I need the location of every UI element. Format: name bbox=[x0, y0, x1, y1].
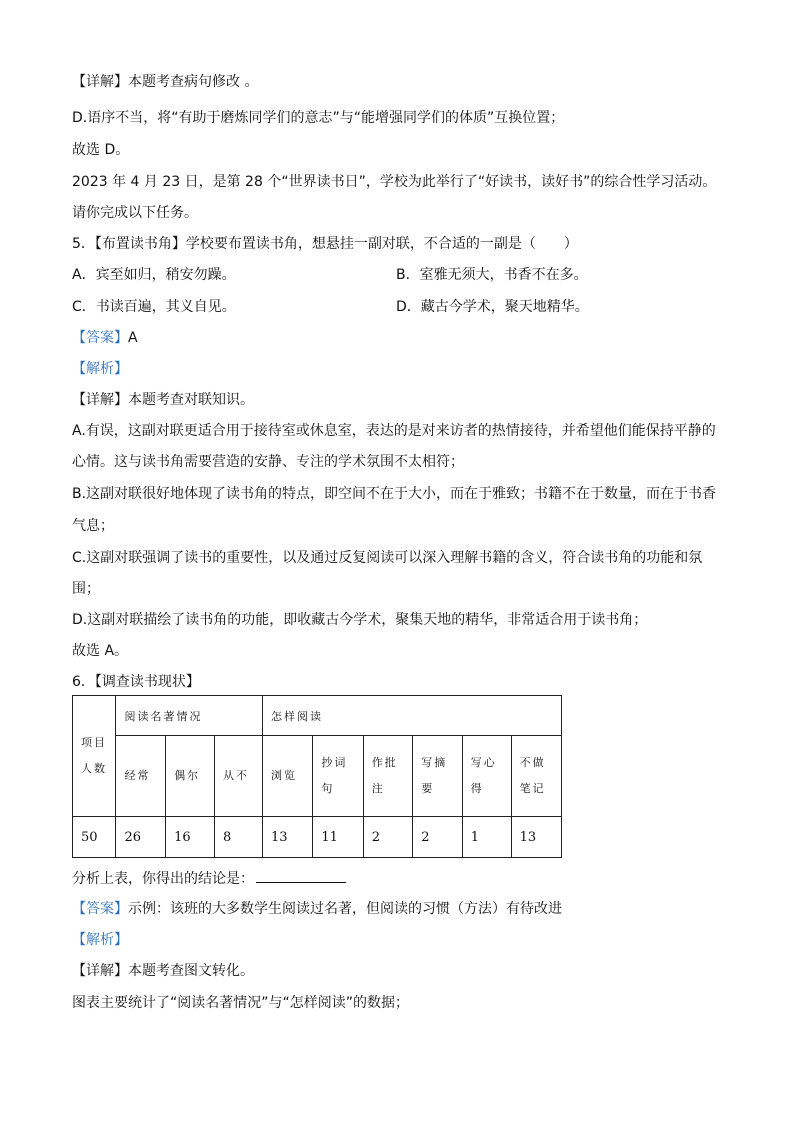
table-cell: 1 bbox=[462, 817, 511, 858]
reading-survey-table bbox=[72, 695, 562, 858]
option-d: D．藏古今学术，聚天地精华。 bbox=[396, 299, 589, 315]
explain-b-2: 气息； bbox=[72, 518, 114, 534]
table-header-row bbox=[73, 696, 562, 736]
question-5: 5．【布置读书角】学校要布置读书角，想悬挂一副对联，不合适的一副是（ ） bbox=[72, 236, 578, 252]
chart-summary: 图表主要统计了“阅读名著情况”与“怎样阅读”的数据； bbox=[72, 995, 410, 1011]
detail-text: 本题考查病句修改 。 bbox=[128, 74, 259, 90]
column-header bbox=[214, 736, 262, 817]
column-header-text: 句 bbox=[321, 782, 335, 795]
column-header bbox=[116, 736, 166, 817]
table-cell: 11 bbox=[313, 817, 363, 858]
table-cell: 2 bbox=[413, 817, 463, 858]
option-b: B．室雅无须大，书香不在多。 bbox=[396, 267, 588, 283]
column-header-text: 得 bbox=[470, 782, 484, 795]
column-header-text: 作批 bbox=[371, 756, 398, 769]
activity-intro: 2023 年 4 月 23 日，是第 28 个“世界读书日”，学校为此举行了“好读书，读好书”的综合性学习活动。 bbox=[72, 174, 717, 190]
explain-c-2: 围； bbox=[72, 581, 100, 597]
table-cell: 13 bbox=[262, 817, 312, 858]
column-header-text: 不做 bbox=[519, 756, 546, 769]
answer-6-line bbox=[72, 899, 734, 919]
question-6: 6．【调查读书现状】 bbox=[72, 674, 200, 690]
table-cell: 8 bbox=[214, 817, 262, 858]
column-header-text: 笔记 bbox=[519, 782, 546, 795]
answer-blank bbox=[256, 868, 346, 883]
column-header-text: 注 bbox=[371, 782, 385, 795]
corner-bottom-label: 人数 bbox=[81, 762, 107, 775]
answer-6-value: 示例：该班的大多数学生阅读过名著，但阅读的习惯（方法）有待改进 bbox=[128, 901, 562, 917]
explanation-d: D.语序不当，将“有助于磨炼同学们的意志”与“能增强同学们的体质”互换位置； bbox=[72, 110, 565, 126]
analysis-tag-6: 【解析】 bbox=[72, 932, 128, 948]
answer-tag: 【答案】 bbox=[72, 330, 128, 346]
column-header-text: 偶尔 bbox=[174, 769, 201, 782]
answer-5-value: A bbox=[128, 330, 138, 346]
detail-text: 本题考查图文转化。 bbox=[128, 963, 254, 979]
answer-5-line bbox=[72, 328, 734, 348]
column-header bbox=[462, 736, 511, 817]
corner-top-label: 项目 bbox=[81, 736, 107, 749]
column-header bbox=[262, 736, 312, 817]
answer-tag: 【答案】 bbox=[72, 901, 128, 917]
task-instruction: 请你完成以下任务。 bbox=[72, 205, 198, 221]
column-header-text: 抄词 bbox=[321, 756, 348, 769]
detail-text: 本题考查对联知识。 bbox=[128, 392, 254, 408]
explain-a-2: 心情。这与读书角需要营造的安静、专注的学术氛围不太相符； bbox=[72, 454, 464, 470]
column-header bbox=[511, 736, 561, 817]
detail-tag: 【详解】 bbox=[72, 74, 128, 90]
table-cell: 13 bbox=[511, 817, 561, 858]
detail-5-line bbox=[72, 390, 734, 410]
table-cell: 16 bbox=[166, 817, 215, 858]
conclusion-prompt bbox=[72, 868, 734, 889]
detail-tag: 【详解】 bbox=[72, 392, 128, 408]
column-header-text: 要 bbox=[421, 782, 435, 795]
table-row bbox=[73, 817, 562, 858]
option-c: C．书读百遍，其义自见。 bbox=[72, 299, 236, 315]
detail-tag: 【详解】 bbox=[72, 963, 128, 979]
conclusion-label: 分析上表，你得出的结论是： bbox=[72, 871, 254, 887]
column-header bbox=[166, 736, 215, 817]
explain-d: D.这副对联描绘了读书角的功能，即收藏古今学术，聚集天地的精华，非常适合用于读书角； bbox=[72, 612, 648, 628]
column-header bbox=[313, 736, 363, 817]
group-reading-status: 阅读名著情况 bbox=[116, 696, 262, 736]
explain-c-1: C.这副对联强调了读书的重要性，以及通过反复阅读可以深入理解书籍的含义，符合读书角的功能和氛 bbox=[72, 550, 703, 566]
detail-line bbox=[72, 72, 734, 92]
column-header-text: 写摘 bbox=[421, 756, 448, 769]
answer-select-a: 故选 A。 bbox=[72, 643, 129, 659]
detail-6-line bbox=[72, 961, 734, 981]
column-header-text: 浏览 bbox=[270, 769, 297, 782]
group-reading-method: 怎样阅读 bbox=[262, 696, 561, 736]
table-cell: 50 bbox=[73, 817, 116, 858]
table-cell: 2 bbox=[363, 817, 413, 858]
column-header bbox=[413, 736, 463, 817]
column-header bbox=[363, 736, 413, 817]
column-header-text: 从不 bbox=[222, 769, 249, 782]
answer-select-d: 故选 D。 bbox=[72, 142, 130, 158]
explain-b-1: B.这副对联很好地体现了读书角的特点，即空间不在于大小，而在于雅致；书籍不在于数量，而在于书香 bbox=[72, 486, 717, 502]
table-subheader-row bbox=[73, 736, 562, 817]
option-a: A．宾至如归，稍安勿躁。 bbox=[72, 267, 236, 283]
column-header-text: 经常 bbox=[124, 769, 151, 782]
column-header-text: 写心 bbox=[470, 756, 497, 769]
analysis-tag-5: 【解析】 bbox=[72, 361, 128, 377]
table-cell: 26 bbox=[116, 817, 166, 858]
explain-a-1: A.有误，这副对联更适合用于接待室或休息室，表达的是对来访者的热情接待，并希望他们能保持平静的 bbox=[72, 423, 716, 439]
corner-cell bbox=[73, 696, 116, 817]
